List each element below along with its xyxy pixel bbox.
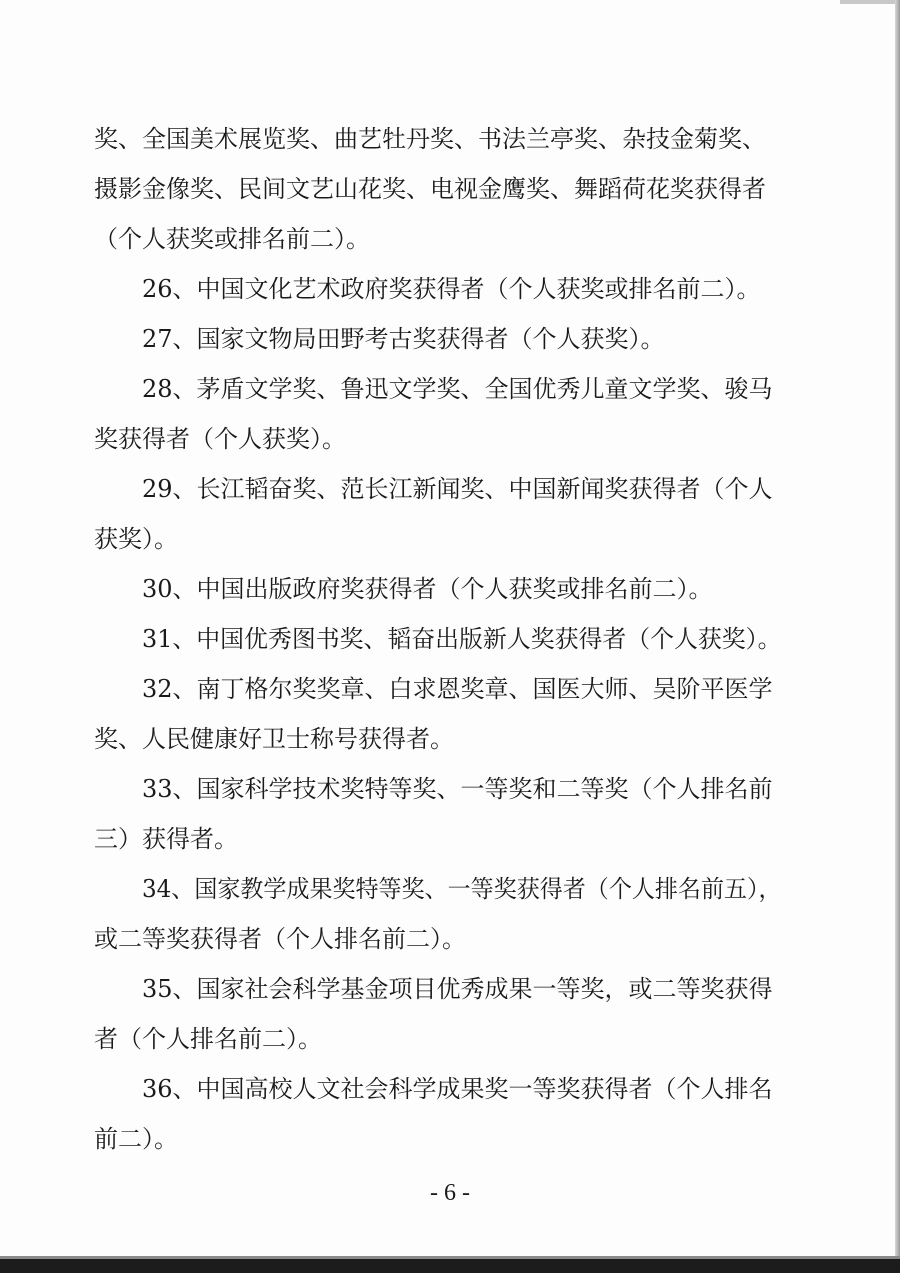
item-28: 28、茅盾文学奖、鲁迅文学奖、全国优秀儿童文学奖、骏马 [142,375,773,403]
item-33: 33、国家科学技术奖特等奖、一等奖和二等奖（个人排名前 [142,775,773,803]
item-35: 35、国家社会科学基金项目优秀成果一等奖，或二等奖获得 [142,975,773,1003]
text-line: （个人获奖或排名前二）。 [94,225,370,253]
text-line: 三）获得者。 [94,825,238,853]
scan-edge-top [840,0,900,4]
item-32: 32、南丁格尔奖奖章、白求恩奖章、国医大师、吴阶平医学 [142,675,773,703]
item-34: 34、国家教学成果奖特等奖、一等奖获得者（个人排名前五）， [142,875,782,903]
item-36: 36、中国高校人文社会科学成果奖一等奖获得者（个人排名 [142,1075,773,1103]
text-line: 前二）。 [94,1125,178,1153]
item-26: 26、中国文化艺术政府奖获得者（个人获奖或排名前二）。 [142,275,761,303]
item-27: 27、国家文物局田野考古奖获得者（个人获奖）。 [142,325,665,353]
text-line: 或二等奖获得者（个人排名前二）。 [94,925,466,953]
scan-edge-bottom [0,1259,900,1273]
text-line: 奖获得者（个人获奖）。 [94,425,346,453]
item-29: 29、长江韬奋奖、范长江新闻奖、中国新闻奖获得者（个人 [142,475,773,503]
text-line: 摄影金像奖、民间文艺山花奖、电视金鹰奖、舞蹈荷花奖获得者 [94,175,766,203]
text-line: 获奖）。 [94,525,178,553]
text-line: 奖、人民健康好卫士称号获得者。 [94,725,454,753]
page-number: - 6 - [430,1180,470,1206]
scan-edge-right [895,0,900,1258]
item-30: 30、中国出版政府奖获得者（个人获奖或排名前二）。 [142,575,713,603]
text-line: 者（个人排名前二）。 [94,1025,322,1053]
text-line: 奖、全国美术展览奖、曲艺牡丹奖、书法兰亭奖、杂技金菊奖、 [94,125,766,153]
item-31: 31、中国优秀图书奖、韬奋出版新人奖获得者（个人获奖）。 [142,625,782,653]
